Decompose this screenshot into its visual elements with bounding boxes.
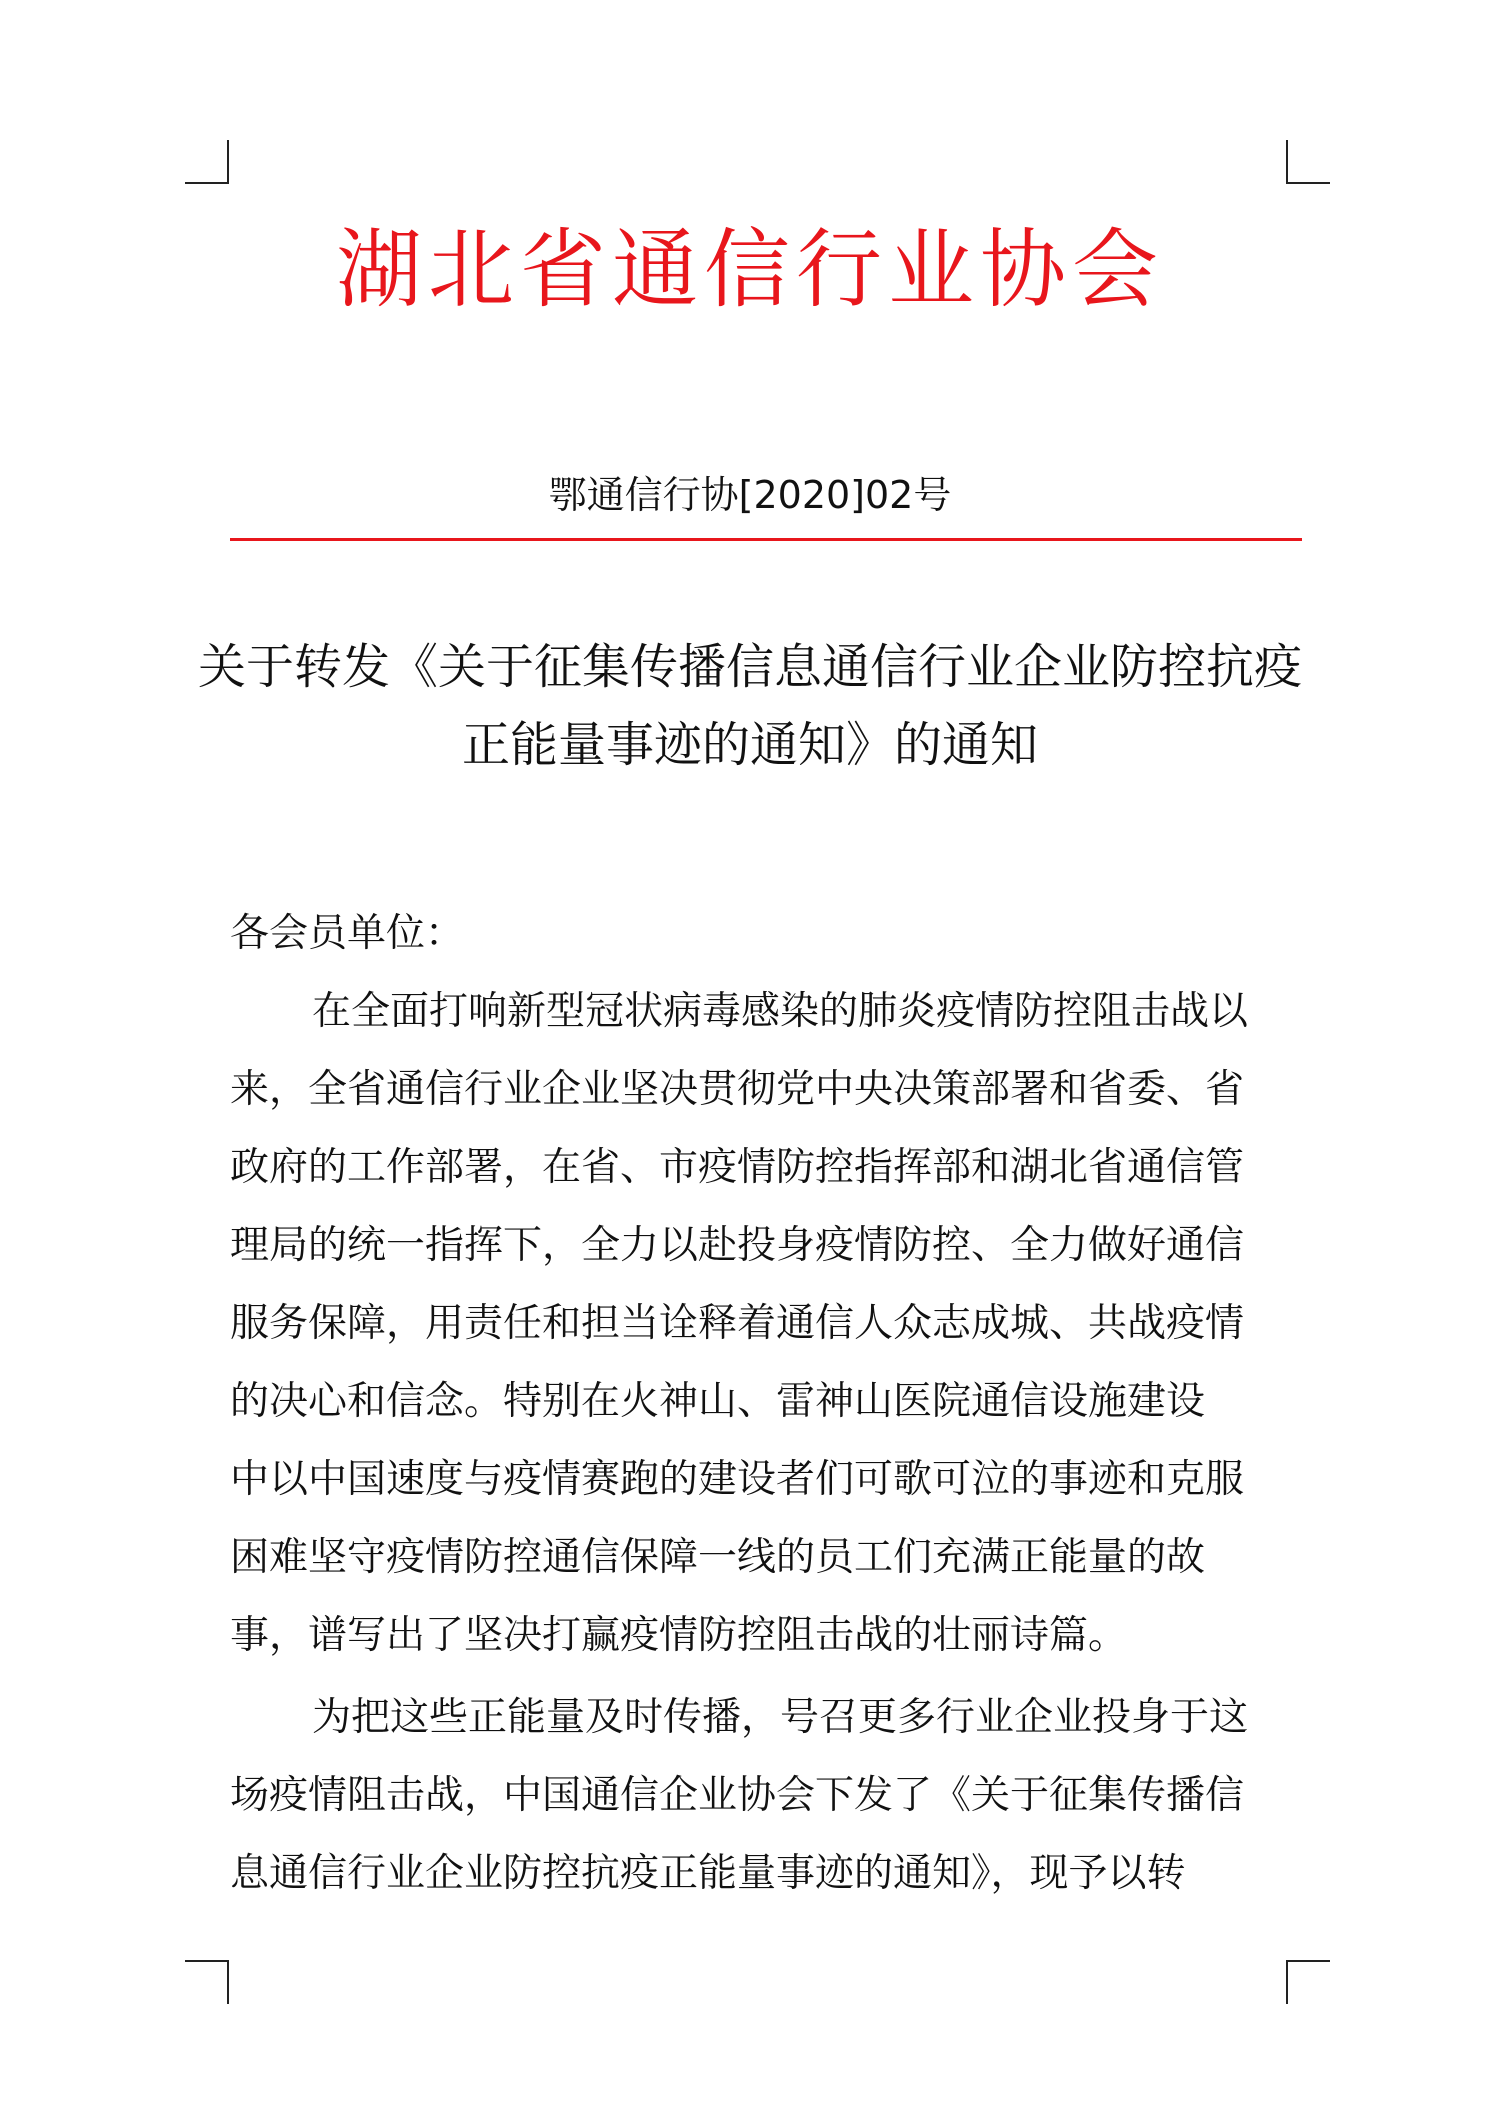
paragraph-line: 中以中国速度与疫情赛跑的建设者们可歌可泣的事迹和克服 [230,1457,1245,1502]
paragraph-line: 服务保障，用责任和担当诠释着通信人众志成城、共战疫情 [230,1301,1245,1346]
crop-mark-bottom-left [185,1960,229,2004]
paragraph-line: 在全面打响新型冠状病毒感染的肺炎疫情防控阻击战以 [312,989,1249,1034]
organization-header: 湖北省通信行业协会 [336,220,1164,320]
crop-mark-top-left [185,140,229,184]
paragraph-line: 场疫情阻击战，中国通信企业协会下发了《关于征集传播信 [230,1773,1245,1818]
salutation: 各会员单位： [230,911,465,956]
document-number: 鄂通信行协[2020]02号 [548,473,952,517]
document-title [180,628,1320,784]
paragraph-line: 事，谱写出了坚决打赢疫情防控阻击战的壮丽诗篇。 [230,1613,1128,1658]
title-line-1: 关于转发《关于征集传播信息通信行业企业防控抗疫 [197,639,1302,695]
document-body [230,895,1302,1913]
paragraph-line: 理局的统一指挥下，全力以赴投身疫情防控、全力做好通信 [230,1223,1245,1268]
paragraph-line: 政府的工作部署，在省、市疫情防控指挥部和湖北省通信管 [230,1145,1245,1190]
red-divider-rule [230,538,1302,541]
paragraph-line: 来，全省通信行业企业坚决贯彻党中央决策部署和省委、省 [230,1067,1245,1112]
title-line-2: 正能量事迹的通知》的通知 [461,717,1038,773]
paragraph-line: 困难坚守疫情防控通信保障一线的员工们充满正能量的故 [230,1535,1206,1580]
paragraph-1 [230,973,1302,1675]
crop-mark-top-right [1286,140,1330,184]
crop-mark-bottom-right [1286,1960,1330,2004]
paragraph-2 [230,1679,1302,1913]
paragraph-line: 为把这些正能量及时传播，号召更多行业企业投身于这 [312,1695,1249,1740]
paragraph-line: 的决心和信念。特别在火神山、雷神山医院通信设施建设 [230,1379,1206,1424]
paragraph-line: 息通信行业企业防控抗疫正能量事迹的通知》，现予以转 [230,1851,1186,1896]
